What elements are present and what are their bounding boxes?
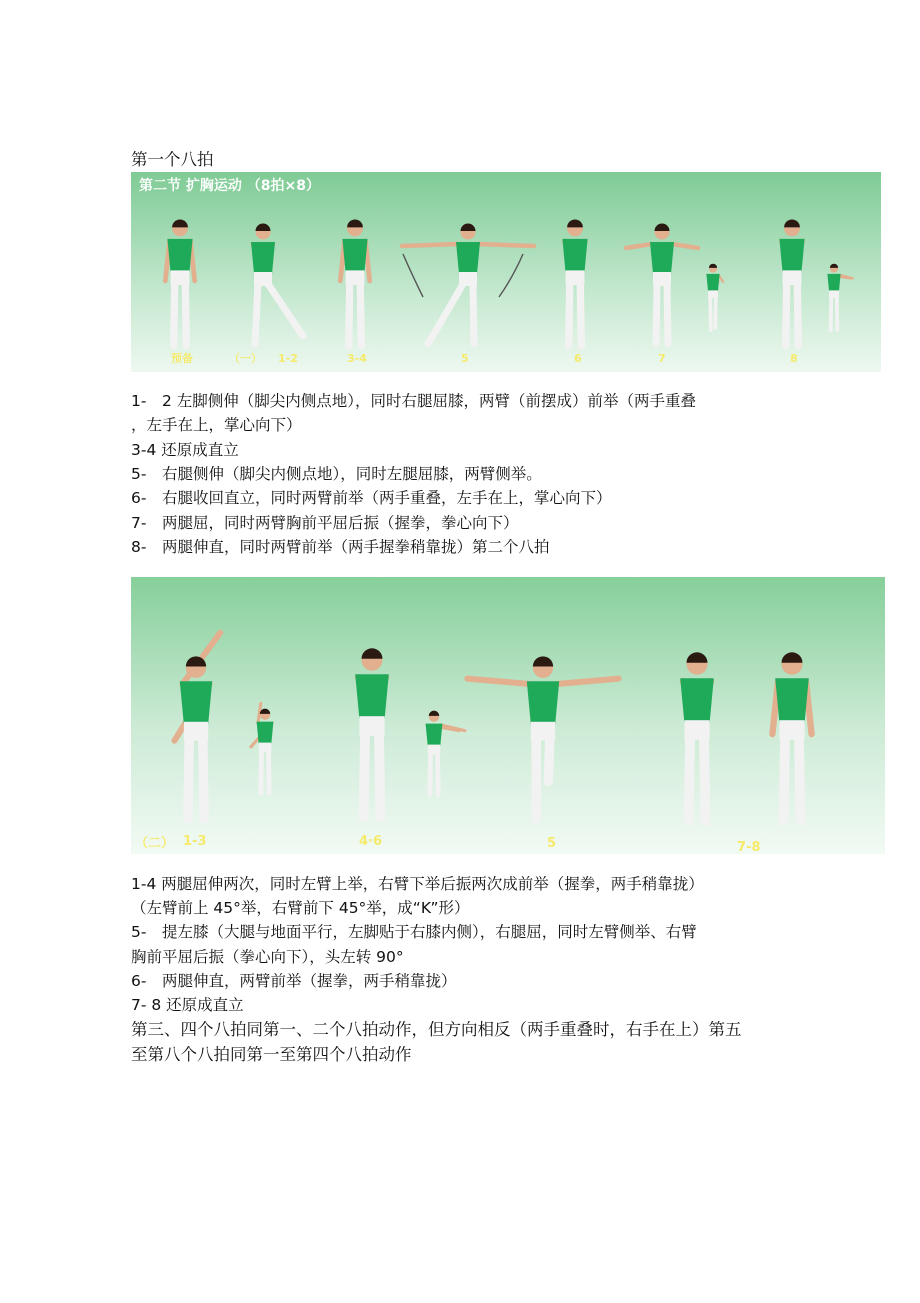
leg	[715, 297, 716, 328]
instruction-line: 1- 2 左脚侧伸（脚尖内侧点地），同时右腿屈膝，两臂（前摆成）前举（两手重叠	[131, 392, 696, 410]
waist	[779, 720, 804, 740]
waist	[346, 270, 365, 285]
instruction-line: 1-4 两腿屈伸两次，同时左臂上举，右臂下举后振两次成前举（握拳，两手稍靠拢）	[131, 875, 704, 893]
instruction-line: 胸前平屈后振（拳心向下），头左转 90°	[131, 948, 404, 966]
leg	[174, 283, 175, 346]
pose-label: 预备	[171, 352, 193, 365]
shirt	[257, 722, 274, 744]
instruction-line: ，左手在上，掌心向下）	[131, 416, 302, 434]
pose-label: 4·6	[359, 834, 383, 849]
leg	[185, 283, 186, 346]
leg	[710, 297, 711, 330]
instruction-line: 7- 8 还原成直立	[131, 996, 244, 1014]
shirt	[527, 681, 559, 724]
leg	[704, 737, 705, 821]
pose-label: 6	[574, 352, 582, 365]
leg	[473, 284, 474, 344]
instruction-line: 5- 提左膝（大腿与地面平行，左脚贴于右膝内侧），右腿屈，同时左臂侧举、右臂	[131, 923, 697, 941]
leg	[799, 737, 800, 821]
shirt	[355, 674, 389, 719]
leg	[667, 284, 668, 344]
waist	[684, 720, 709, 740]
waist	[171, 270, 190, 285]
exercise-illustration-2	[131, 577, 885, 854]
leg	[784, 737, 785, 821]
pose-label: 8	[790, 352, 798, 365]
shirt	[680, 678, 714, 723]
leg	[797, 283, 798, 346]
instruction-line: （左臂前上 45°举，右臂前下 45°举，成“K”形）	[131, 899, 470, 917]
pose-label: 5	[547, 836, 557, 851]
shirt	[456, 242, 480, 274]
pose-label: 7-8	[737, 840, 761, 854]
pose-label: 1-2	[278, 352, 298, 365]
leg	[786, 283, 787, 346]
leg	[438, 753, 439, 795]
waist	[531, 722, 555, 741]
arm	[478, 244, 534, 246]
leg	[261, 751, 262, 793]
pose-label: 3-4	[347, 352, 367, 365]
instruction-line: 8- 两腿伸直，同时两臂前举（两手握拳稍靠拢）第二个八拍	[131, 538, 550, 556]
leg	[364, 733, 365, 817]
leg	[379, 733, 380, 817]
closing-line: 至第八个八拍同第一至第四个八拍动作	[131, 1045, 412, 1064]
leg	[689, 737, 690, 821]
waist	[359, 716, 384, 736]
leg	[837, 297, 838, 330]
instruction-line: 6- 两腿伸直，两臂前举（握拳，两手稍靠拢）	[131, 972, 457, 990]
shirt	[426, 724, 443, 746]
waist	[783, 270, 802, 285]
instruction-line: 7- 两腿屈，同时两臂胸前平屈后振（握拳，拳心向下）	[131, 514, 519, 532]
pose-label: （二）	[135, 836, 175, 851]
leg	[349, 283, 350, 346]
pose-label: 7	[658, 352, 666, 365]
arm	[402, 244, 458, 246]
pose-label: 1-3	[183, 834, 207, 849]
figure-background	[131, 172, 881, 372]
exercise-figure-1	[131, 172, 881, 372]
leg	[360, 283, 361, 346]
leg	[548, 738, 549, 781]
leg	[580, 283, 581, 346]
shirt	[650, 242, 674, 274]
instruction-line: 6- 右腿收回直立，同时两臂前举（两手重叠，左手在上，掌心向下）	[131, 489, 612, 507]
closing-line: 第三、四个八拍同第一、二个八拍动作，但方向相反（两手重叠时，右手在上）第五	[131, 1020, 742, 1039]
shirt	[167, 239, 192, 273]
waist	[653, 272, 671, 286]
waist	[566, 270, 585, 285]
leg	[269, 751, 270, 793]
leg	[569, 283, 570, 346]
shirt	[251, 242, 275, 274]
shirt	[342, 239, 367, 273]
instruction-line: 5- 右腿侧伸（脚尖内侧点地），同时左腿屈膝，两臂侧举。	[131, 465, 542, 483]
section-heading: 第一个八拍	[131, 150, 214, 169]
waist	[254, 272, 272, 286]
waist	[829, 290, 839, 298]
leg	[188, 738, 189, 819]
leg	[656, 284, 657, 344]
leg	[203, 738, 204, 819]
shirt	[706, 274, 719, 292]
waist	[259, 743, 272, 753]
waist	[459, 272, 477, 286]
shirt	[180, 681, 212, 724]
shirt	[562, 239, 587, 273]
figure-banner: 第二节 扩胸运动 （8拍×8）	[139, 178, 320, 194]
exercise-illustration-1	[131, 172, 881, 372]
exercise-figure-2	[131, 577, 885, 854]
shirt	[779, 239, 804, 273]
waist	[428, 745, 441, 755]
shirt	[775, 678, 809, 723]
shirt	[827, 274, 840, 292]
leg	[255, 284, 258, 344]
waist	[184, 722, 208, 741]
waist	[708, 290, 718, 298]
leg	[430, 753, 431, 795]
instruction-line: 3-4 还原成直立	[131, 441, 239, 459]
pose-label: （一）	[229, 352, 262, 365]
leg	[831, 297, 832, 330]
pose-label: 5	[461, 352, 469, 365]
